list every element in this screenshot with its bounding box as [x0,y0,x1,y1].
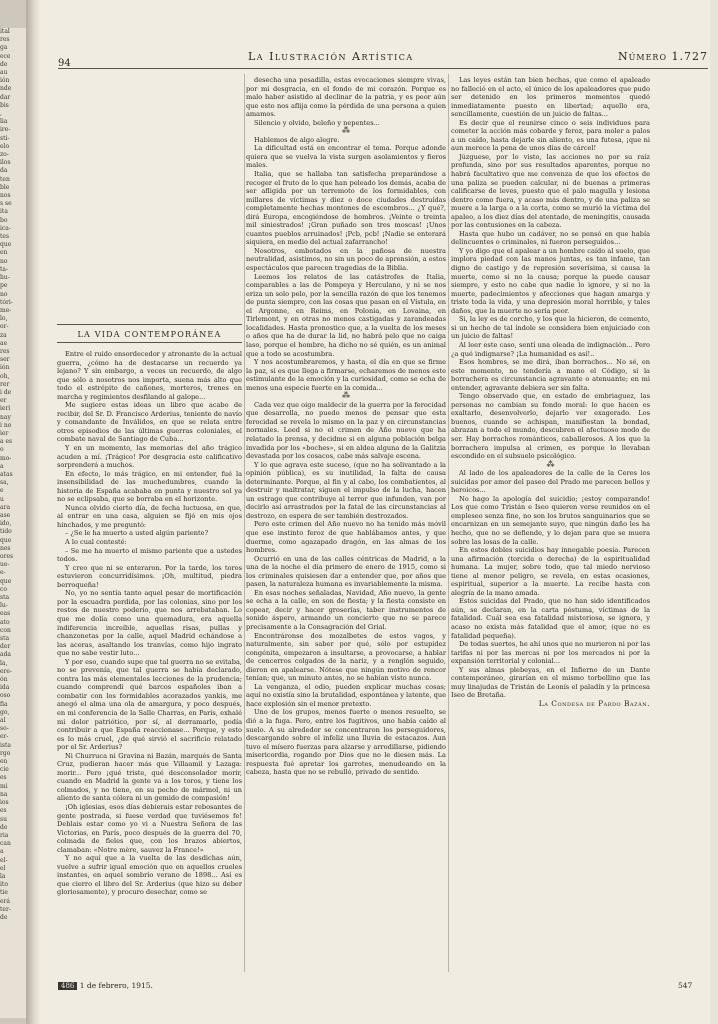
paragraph: Las leyes están tan bien hechas, que como el apaleado no falleció en el acto, el único de los apaleadores que pudo ser detenido en los primeros momentos quedó inmediatamente puesto en libertad; aquello era, sencillamente, cuestión de un juicio de faltas... [451,76,650,119]
paragraph: Y nos acostumbraremos, y hasta, el día en que se firme la paz, si es que llega a firmarse, echaremos de menos este estimulante de la emoción y la curiosidad, como se echa de menos una especie fuerte en la comida... [246,358,446,392]
paragraph: Si, la ley es de corcho, y los que la hicieron, de cemento, si un hecho de tal índole se considera bien enjuiciado con un juicio de faltas! [451,315,650,341]
prev-page-line: dar [0,93,11,101]
prev-page-line: ón [0,676,8,684]
column-divider [448,74,449,972]
page-header [58,50,708,69]
paragraph: Tengo observado que, en estado de embriaguez, las personas no cambian su fondo moral: lo que hacen es exaltarlo, desenvolverlo, dejarlo ver exagerado. Los buenos, cuando se achispan, manifiestan la bondad, abrazan a todo el mundo, descubren el afectuoso modo de ser. Hay borrachos románticos, caballerosos. A los que la borrachera impulsa al crimen, es porque lo llevaban escondido en el subsuelo psicológico. [451,392,650,461]
paragraph: Nunca olvido cierto día, de fecha luctuosa, en que, al entrar en una casa, alguien se fijó en mis ojos hinchados, y me preguntó: [57,503,242,529]
header-rule [58,68,708,69]
paragraph: Esos hombres, se me dirá, iban borrachos... No sé, en este momento, no tendería a mano el Código, si la borrachera es circunstancia agravante o atenuante; en mi entender, agravante debiera ser sin falta. [451,358,650,392]
paragraph: desecha una pesadilla, estas evocaciones siempre vivas, por mi desgracia, en el fondo de mi corazón. Porque es malo haber asistido al declinar de la patria, y es peor aún que esto nos aflija como la pérdida de una persona a quien amamos. [246,76,446,119]
prev-page-line: zo- [0,151,9,159]
prev-page-line: ae [0,339,8,347]
paragraph: Italia, que se hallaba tan satisfecha preparándose a recoger el fruto de lo que han peleado los demás, acaba de ser afligida por un terremoto de los formidables, con millares de víctimas y diez o doce ciudades destruídas completamente hechas montones de escombros... ¿Y qué?, dirá Europa, encogiéndose de hombros. ¡Veinte o treinta mil siniestrados! ¡Gran puñado son tres moscas! ¡Unos cuantos pueblos arruinados! ¡Pcb, pcb! ¡Nadie se enterará siquiera, en medio del actual zafarrancho! [246,170,446,247]
paragraph: La dificultad está en encontrar el tema. Porque adonde quiera que se vuelva la vista surgen asolamientos y fieros males. [246,144,446,170]
footer-date: 1 de febrero, 1915. [79,981,153,990]
prev-page-line: ire- [0,126,11,134]
section-title: LA VIDA CONTEMPORÁNEA [77,330,222,339]
prev-page-line: fia [0,700,8,708]
prev-page-line: de [0,823,8,831]
prev-page-line: en [0,249,8,257]
prev-page-line: la [0,872,6,880]
prev-page-line: rgo [0,749,11,757]
issue-number: Número 1.727 [618,50,708,63]
paragraph: – Se me ha muerto el mismo pariente que a ustedes todos. [57,546,242,564]
paragraph: Nosotros, embotados en la pañosa de nuestra neutralidad, asistimos, no sin un poco de aprensión, a estos espectáculos que parecen tragedias de la Biblia. [246,246,446,273]
paragraph: A lo cual contesté: [65,538,127,547]
prev-page-line: ital [0,28,10,35]
paragraph: No hago la apología del suicidio; ¡estoy comparando! Los que como Tristán e Iseo quieren verse reunidos en el empleseo senza fine, no son los brutos sanguinarios que se encarnizan en un semejante suyo, que ningún daño les ha hecho, que no se defiende, y lo dejan para que se muera sobre las losas de la calle. [451,494,650,546]
prev-page-line: no [0,257,8,265]
paragraph: Y yo digo que el apalear a un hombre caído al suelo, que implora piedad con las manos juntas, es tan infame, tan digno de castigo y de represión severísima, si causa la muerte, como si no la causa; porque la puede causar siempre, y esto no cabe que nadie lo ignore, y si no la muerte, padecimientos y afecciones que hagan amarga y triste toda la vida, y una depresión moral horrible, y tales daños, que la muerte no sería peor. [451,246,650,315]
prev-page-line: ten [0,175,10,183]
prev-page-line: me- [0,306,12,314]
prev-page-line: ión [0,77,10,85]
paragraph: Ni Churruca ni Gravina ni Bazán, marqués de Santa Cruz, pudieran hacer más que Villaamil y Lazaga: morir... Pero ¡qué triste, qué desconsolador morir, cuando en Madrid la gente va a los toros, y tiene los colmados, y no tiene, en su pecho de mármol, ni un aliento de santa cólera ni un gemido de compasión! [57,751,242,803]
text-column-3 [451,76,650,708]
prev-page-line: de [0,60,8,68]
prev-page-line: que [0,577,12,585]
prev-page-line: tóri- [0,298,13,306]
prev-page-line: ida [0,684,10,692]
prev-page-line: nay [0,413,11,421]
prev-page-line: nde [0,85,12,93]
prev-page-line: ara [0,503,11,511]
author-signature: La Condesa de Pardo Bazán. [538,698,650,708]
magazine-title: La Ilustración Artística [248,50,414,63]
prev-page-line: a es [0,438,13,446]
prev-page-line: eas [0,610,11,618]
prev-page-line: ores [0,553,14,560]
prev-page-line: con [0,626,11,634]
prev-page-line: ios [0,799,9,807]
prev-page-line: ito [0,881,8,889]
prev-page-line: ser [0,356,10,364]
book-gutter [26,0,40,1024]
paragraph: En esas noches señaladas, Navidad, Año nuevo, la gente se echa a la calle, en son de fiesta; y la fiesta consiste en copear, decir y hacer groserías, taber instrumentos de sonido áspero, armando un concierto que no se parece precisamente a la Consagración del Grial. [246,588,446,631]
prev-page-line: go, [0,708,10,716]
prev-page-line: ier [0,429,9,437]
prev-page-line: bo [0,216,8,224]
prev-page-line: de [0,913,8,921]
prev-page-line: tie [0,889,8,897]
paragraph: Y sus almas plebeyas, en el Infierno de un Dante contemporáneo, girarían en el mismo torbellino que las muy linajudas de Tristán de Leonís el paladín y la princesa Iseo de Bretaña. [451,665,650,700]
prev-page-line: tido [0,528,12,536]
footer-page-number: 547 [678,981,693,990]
prev-page-line: ter- [0,905,11,913]
paragraph: Encontráronse dos mozalbetes de estos vagos, y naturalmente, sin saber por qué, sólo por estupidez congénita, empezaron a insultarse, a provocarse, a hablar de cencerros colgados de la nariz, y a renglón seguido, dieron en apalearse. Nótese que ningún motivo de rencor tenían; que, un minuto antes, no se habían visto nunca. [246,631,446,683]
prev-page-line: ilos [0,159,11,167]
paragraph: Estos suicidas del Prado, que no han sido identificados aún, se declaran, en la carta póstuma, víctimas de la fatalidad. Cuál sea esa fatalidad misteriosa, se ignora, y acaso no exista más fatalidad que el amor, (que no es fatalidad pequeña). [451,597,650,640]
prev-page-line: ase [0,511,11,519]
prev-page-line: oso [0,692,11,700]
prev-page-line: es [0,807,7,815]
prev-page-line: nes [0,544,11,552]
paragraph: Y en un momento, las memorias del año trágico acuden a mí. ¡Trágico! Por desgracia este calificativo sorprenderá a muchos. [57,444,242,470]
prev-page-line: u [0,495,4,503]
paragraph: Uno de los grupos, menos fuerte o menos resuelto, se dió a la fuga. Pero, entre los fugitivos, uno había caído al suelo. A su alrededor se concentraron los perseguidores, descargando sobre el infeliz una lluvia de estacazos. Aun tuvo el mísero fuerzas para alzarse y arrodillarse, pidiendo misericordia, rogando por Dios que no le diesen más. La respuesta fué apretar los garrotes, menudeando en la cabeza, hasta que no se rebulló, privado de sentido. [246,708,446,777]
prev-page-line: rer [0,380,10,388]
prev-page-line: i de [0,388,12,396]
prev-page-line: lia [0,118,8,126]
prev-page-line: er [0,397,7,405]
previous-page-fragment [0,28,26,1018]
prev-page-line: sa, [0,479,9,487]
prev-page-line: lo, [0,315,8,323]
prev-page-line: ble [0,183,10,191]
paragraph: Me sugiere estas ideas un libro que acabo de recibir, del Sr. D. Francisco Arderius, teniente de navío y comandante de Inválidos, en que se relata entre otros episodios de las últimas guerras coloniales, el combate naval de Santiago de Cuba... [57,401,242,444]
section-rule-top [57,324,242,325]
header-page-number: 94 [58,58,71,69]
paragraph: Pero este crimen del Año nuevo no ha tenido más móvil que ese instinto feroz de que hablábamos antes, y que duerme, como agazapado dragón, en las almas de los hombres. [246,520,446,555]
prev-page-line: la, [0,659,8,667]
prev-page-line: su [0,815,7,823]
paragraph: La venganza, el odio, pueden explicar muchas cosas; aquí no existía sino la brutalidad, espontánea y latente, que hace explosión sin el menor pretexto. [246,682,446,708]
prev-page-line: der [0,643,11,651]
prev-page-line: ieri [0,405,11,413]
paragraph: En efecto, lo más trágico, en mi entender, fué la insensibilidad de las muchedumbres, cuando la historia de España acababa en punta y nuestro sol ya no se eclipsaba, que se borraba en el horizonte. [57,469,242,504]
prev-page-line: en [0,758,8,766]
prev-page-line: e [0,487,4,495]
prev-page-line: or- [0,323,9,331]
prev-page-line: bis [0,101,9,109]
prev-page-line: ere- [0,667,12,675]
prev-page-line: na [0,790,8,798]
prev-page-line: ada [0,651,11,659]
text-column-2 [246,76,446,777]
section-separator-stars: ⁂ [342,391,350,401]
prev-page-line: ato [0,618,10,626]
paragraph: Al leer este caso, sentí una oleada de indignación... Pero ¿a qué indignarse? ¡La humanidad es así!.. [451,340,650,358]
prev-page-line: za [0,331,7,339]
prev-page-line: elo [0,142,10,150]
prev-page-line: hu- [0,274,10,282]
paragraph: Hasta que hubo un cadáver, no se pensó en que había delincuentes o criminales, ni fueron perseguidos... [451,229,650,247]
prev-page-line: al [0,717,6,725]
paragraph: Y lo que agrava este suceso, (que no ha solivantado a la opinión pública), es su inutilidad, la falta de causa determinante. Porque, al fin y al cabo, los combatientes, al destruir y maltratar, siguen el impulso de la lucha, hacen un estrago que contribuye al terror que infunden, van por decirlo así arrastrados por la fatal de las circunstancias al destrozo, en espera de ser también destrozados. [246,460,446,520]
prev-page-line: no [0,290,8,298]
prev-page-line: mo- [0,454,12,462]
prev-page-line: ue- [0,561,10,569]
paragraph: Y no aquí que a la vuelta de las desdichas aún, vuelve a sufrir igual emoción que en aquellos crueles instantes, en aquel sombrío verano de 1898... Así es que cierro el libro del Sr. Arderius (que hizo su deber gloriosamente), y procuro desechar, como se [57,854,242,897]
prev-page-line: , [0,110,2,118]
text-column-1 [57,350,242,897]
paragraph: Entre el ruido ensordecedor y atronante de la actual guerra, ¿cómo ha de destacarse un recuerdo ya lejano? Y sin embargo, a veces un recuerdo, de algo que sólo a nosotros nos importa, suena más alto que todo el estrépito de cañones, morteros, trenes en marcha y regimientos desfilando al galope... [57,350,242,401]
section-rule-bottom [57,342,242,343]
paragraph: No, yo no sentía tanto aquel pesar de mortificación por la escuadra perdida, por las colonias, sino por los restos de nuestro poderío, que nos arrebataban. Lo que me dolía como una quemadura, era aquella indiferencia increíble, aquellas risas, pullas y chanzonetas por la calle, aquel Madrid echándose a las aceras, asaltando los tranvías, como hijo ingrato que no sabe vestir luto... [57,589,242,658]
prev-page-line: sta [0,594,10,602]
prev-page-line: sta [0,635,10,643]
prev-page-line: ece [0,52,11,60]
prev-page-line: i no [0,421,12,429]
prev-page-line: a [0,462,4,470]
paragraph: Hablemos de algo alegre. [254,135,340,144]
paragraph: Al lado de los apaleadores de la calle de la Ceres los suicidas por amor del paseo del Prado me parecen bellos y heroicos... [451,469,650,495]
section-separator-stars: ⁂ [342,126,350,136]
prev-page-line: ga [0,44,8,52]
paragraph: Silencio y olvido, beleño y nepentes... [254,118,380,127]
paragraph: Es decir que el reunirse cinco o seis individuos para cometer la acción más cobarde y feroz, para moler a palos a un caído, hasta dejarle sin aliento, es una futesa, ¡que ni aun merece la pena de unos días de cárcel! [451,118,650,153]
prev-page-line: cie [0,766,9,774]
prev-page-line: er- [0,733,9,741]
prev-page-line: mi [0,782,8,790]
prev-page-line: el- [0,856,8,864]
prev-page-line: ria [0,831,9,839]
section-separator-stars: ⁂ [546,459,555,469]
column-divider [244,74,245,972]
prev-page-line: lu- [0,602,8,610]
prev-page-line: au [0,69,8,77]
prev-page-line: el [0,864,6,872]
prev-page-line: ica- [0,224,11,232]
paragraph: De todas suertes, he ahí unos que no murieron ni por las tarifas ni por las mercas ni por los mercados ni por la expansión territorial y colonial... [451,640,650,666]
prev-page-line: atas [0,470,13,478]
prev-page-line: sti- [0,134,10,142]
prev-page-line: oh, [0,372,10,380]
paragraph: En estos dobles suicidios hay innegable poesía. Parecen una afirmación (torcida o derecha) de la espiritualidad humana. La mujer, sobre todo, que tal miedo nervioso tiene al menor peligro, se revela, en estas ocasiones, espiritual, superior a la muerte. La recibe hasta con alegría de la mano amada. [451,546,650,597]
prev-page-line: o [0,446,4,454]
prev-page-line: res [0,36,10,44]
prev-page-line: que [0,241,12,249]
prev-page-line: da [0,167,8,175]
paragraph: Leemos los relatos de las catástrofes de Italia, comparables a las de Pompeya y Herculano, y ni se nos eriza un solo pelo, por la sencilla razón de que los tenemos de punta siempre, con las cosas que pasan en el Vístula, en el Argonne, en Reims, en Polonia, en Lovaina, en Tirlemont, y en otras no menos castigadas y zarandeadas localidades. Hasta pronostico que, a la vuelta de los meses o años que ha de durar la lid, no habrá pelo que no caiga laso, porque el hombre, ha dicho no sé quién, es un animal que a todo se acostumbra. [246,272,446,358]
paragraph: Ocurrió en una de las calles céntricas de Madrid, a la una de la noche el día primero de enero de 1915, como si los criminales quisiesen dar a entender que, por años que pasen, la naturaleza humana es invariablemente la misma. [246,554,446,589]
prev-page-line: ión [0,364,10,372]
paragraph: Cada vez que oigo maldecir de la guerra por la ferocidad que desarrolla, no puedo menos de pensar que esta ferocidad se revela lo mismo en la paz y en circunstancias normales. Leed si no el crimen de Año nuevo que ha relatado la prensa, y decidme si en alguna población belga invadida por los «boches», si en aldea alguna de la Galitzia devastada por los cosacos, cabe más salvaje escena. [246,400,446,461]
paragraph: – ¿Se le ha muerto a usted algún pariente? [65,529,209,538]
prev-page-line: res [0,347,10,355]
prev-page-line: so- [0,725,9,733]
prev-page-line: can [0,840,11,848]
prev-page-line: pe [0,282,8,290]
paragraph: Y por eso, cuando supe que tal guerra no se evitaba, no se prevenía, que tal guerra se había declarado, contra las más elementales lecciones de la prudencia; cuando comprendí qué barcos españoles iban a combatir con los formidables acorazados yankis, me anegó el alma una ola de amargura, y poco después, en mi conferencia de la Salle Charras, en París, exhalé mi dolor patriótico, por sí, al derramarlo, podía contribuir a que España reaccionase... Porque, y esto es lo más cruel, ¿de qué sirvió el sacrificio relatado por el Sr. Arderius? [57,657,242,752]
prev-page-line: ta- [0,265,9,273]
prev-page-line: ista [0,741,11,749]
prev-page-line: nos [0,192,11,200]
prev-page-line: ita [0,208,8,216]
footer-left [58,981,153,990]
paragraph: Júzguese, por lo visto, las acciones no por su raíz profunda, sino por sus resultados aparentes, porque no habrá facultativo que me convenza de que los efectos de una paliza se pueden calcular, ni de buenas a primeras calificarse de leves, puesto que el palo magulla y lesiona dentro como fuera, y acaso más dentro, y de una paliza se muere a la larga o a la corta, como se murió la víctima del apaleo, a los diez días del atentado, de meningitis, causada por las contusiones en la cabeza. [451,152,650,230]
prev-page-line: que [0,536,12,544]
prev-page-line: a [0,848,4,856]
prev-page-line: tes [0,233,10,241]
prev-page-line: erá [0,897,10,905]
paragraph: Y creo que ni se enteraron. Por la tarde, los toros estuvieron concurridísimos. ¡Oh, multitud, piedra berroqueña! [57,563,242,589]
prev-page-line: es [0,774,7,782]
footer-badge: 486 [58,982,77,990]
paragraph: ¡Oh iglesias, esos días debierais estar rebosantes de gente postrada, si fuese verdad que tuviésemos fe! Deblais estar como yo vi a Nuestra Señora de las Victorias, en París, poco después de la guerra del 70, colmada de fieles que, con los brazos abiertos, clamaban: «Notre mère, sauvez la France!» [57,802,242,854]
prev-page-line: ido, [0,520,12,528]
prev-page-line: e- [0,569,6,577]
prev-page-line: co [0,585,7,593]
prev-page-line: s se [0,200,12,208]
